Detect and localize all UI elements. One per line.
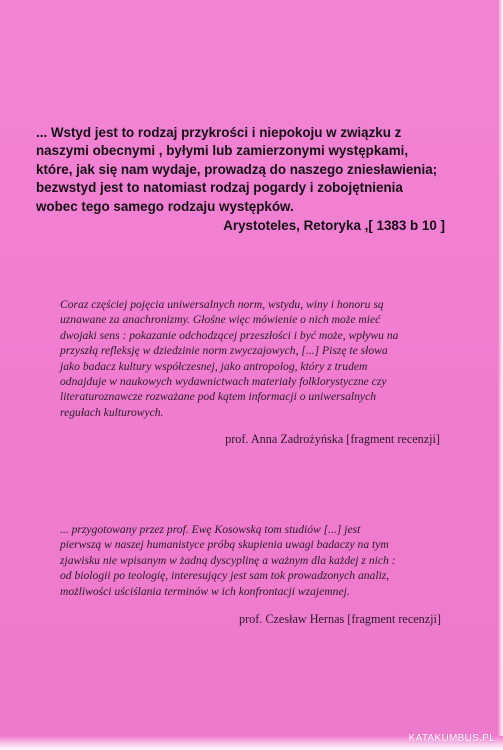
- review-line: możliwości uściślania terminów w ich konfrontacji wzajemnej.: [60, 584, 350, 598]
- quote-source: Arystoteles, Retoryka ,[ 1383 b 10 ]: [223, 218, 445, 233]
- review-line: literaturoznawcze rozważane pod kątem informacji o uniwersalnych: [60, 390, 377, 404]
- review-line: zjawisku nie wpisanym w żadną dyscyplinę a ważnym dla każdej z nich :: [60, 553, 396, 567]
- review-line: pierwszą w naszej humanistyce próbą skupienia uwagi badaczy na tym: [60, 538, 389, 552]
- quote-line: naszymi obecnymi , byłymi lub zamierzonymi występkami,: [36, 143, 409, 159]
- page-edge-right: [497, 0, 503, 750]
- review-line: uznawane za anachronizmy. Głośne więc mówienie o nich może mieć: [60, 313, 381, 327]
- review-signature-zadrozynska: prof. Anna Zadrożyńska [fragment recenzji]: [225, 432, 440, 446]
- review-line: dwojaki sens : pokazanie odchodzącej przeszłości i być może, wpływu na: [60, 328, 399, 342]
- watermark: KATAKUMBUS.PL: [408, 733, 495, 744]
- review-line: ... przygotowany przez prof. Ewę Kosowską tom studiów [...] jest: [60, 523, 361, 536]
- review-zadrozynska: [60, 297, 450, 420]
- review-hernas: [60, 522, 450, 599]
- review-signature-hernas: prof. Czesław Hernas [fragment recenzji]: [238, 612, 441, 626]
- review-line: od biologii po teologię, interesujący jest sam tok prowadzonych analiz,: [60, 569, 390, 583]
- quote-line: ... Wstyd jest to rodzaj przykrości i niepokoju w związku z: [36, 125, 402, 140]
- quote-line: bezwstyd jest to natomiast rodzaj pogardy i zobojętnienia: [36, 180, 403, 196]
- review-line: przyszłą refleksję w dziedzinie norm zwyczajowych, [...] Piszę te słowa: [60, 344, 388, 358]
- quote-line: wobec tego samego rodzaju występków.: [36, 198, 294, 214]
- review-line: Coraz częściej pojęcia uniwersalnych norm, wstydu, winy i honoru są: [60, 298, 384, 311]
- epigraph-quote: [36, 124, 466, 216]
- review-line: regułach kulturowych.: [60, 405, 164, 419]
- quote-line: które, jak się nam wydaje, prowadzą do naszego zniesławienia;: [36, 161, 438, 177]
- review-line: jako badacz kultury współczesnej, jako antropolog, który z trudem: [60, 359, 368, 373]
- review-line: odnajduje w naukowych wydawnictwach materiały folklorystyczne czy: [60, 375, 387, 389]
